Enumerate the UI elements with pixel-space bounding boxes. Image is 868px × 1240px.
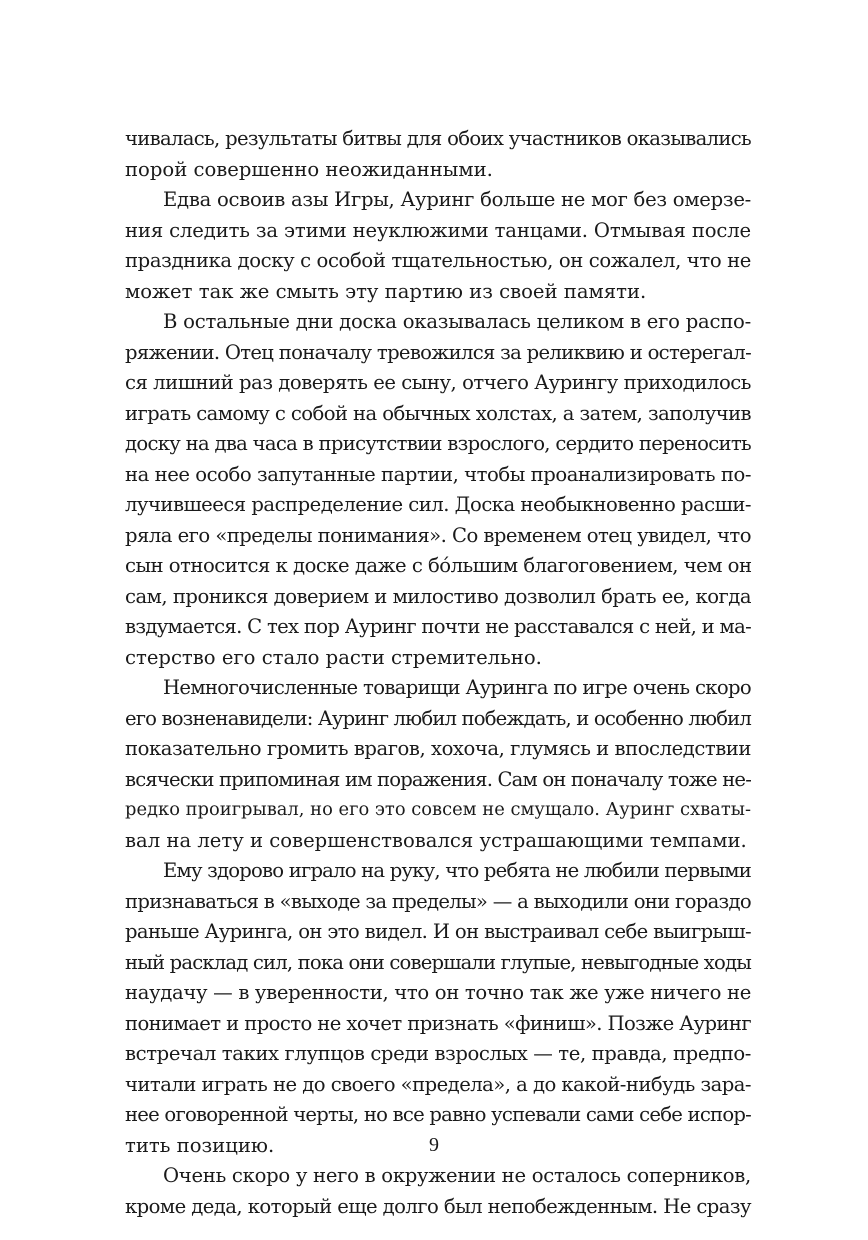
text-line: порой совершенно неожиданными. [125,157,493,181]
text-line: редко проигрывал, но его это совсем не смущало. Ауринг схваты- [125,799,751,820]
text-line: на нее особо запутанные партии, чтобы проанализировать по- [125,462,751,486]
text-line: доску на два часа в присутствии взрослого, сердито переносить [125,432,751,455]
text-line: Немногочисленные товарищи Ауринга по игре очень скоро [163,676,751,699]
text-line: ряжении. Отец поначалу тревожился за реликвию и остерегал- [125,340,751,364]
text-line: ния следить за этими неуклюжими танцами. Отмывая после [125,218,751,242]
text-line: читали играть не до своего «предела», а до какой-нибудь зара- [125,1072,751,1096]
body-text [125,124,751,1222]
text-line: признаваться в «выходе за пределы» — а выходили они гораздо [125,889,751,913]
text-line: встречал таких глупцов среди взрослых — те, правда, предпо- [125,1042,751,1065]
text-line: может так же смыть эту партию из своей памяти. [125,279,647,303]
text-line: вздумается. С тех пор Ауринг почти не расставался с ней, и ма- [125,615,751,638]
text-line: понимает и просто не хочет признать «финиш». Позже Ауринг [125,1011,751,1035]
text-line: Ему здорово играло на руку, что ребята не любили первыми [163,859,751,882]
text-line: вал на лету и совершенствовался устрашающими темпами. [125,828,747,852]
text-line: Очень скоро у него в окружении не осталось соперников, [163,1164,751,1187]
text-line: сын относится к доске даже с бо́льшим благоговением, чем он [125,554,752,577]
text-line: раньше Ауринга, он это видел. И он выстраивал себе выигрыш- [125,920,751,943]
text-line: ный расклад сил, пока они совершали глупые, невыгодные ходы [125,950,751,974]
text-line: кроме деда, который еще долго был непобежденным. Не сразу [125,1194,751,1218]
text-line: показательно громить врагов, хохоча, глумясь и впоследствии [125,737,751,760]
text-line: всячески припоминая им поражения. Сам он поначалу тоже не- [125,767,751,791]
text-line: играть самому с собой на обычных холстах, а затем, заполучив [125,401,751,425]
text-line: наудачу — в уверенности, что он точно так же уже ничего не [125,981,751,1004]
text-line: его возненавидели: Ауринг любил побеждать, и особенно любил [125,706,751,730]
text-line: нее оговоренной черты, но все равно успевали сами себе испор- [125,1103,751,1126]
text-line: праздника доску с особой тщательностью, он сожалел, что не [125,249,751,272]
page-number: 9 [429,1134,439,1156]
text-line: В остальные дни доска оказывалась целиком в его распо- [163,310,751,333]
text-line: ся лишний раз доверять ее сыну, отчего Аурингу приходилось [125,371,751,394]
text-line: стерство его стало расти стремительно. [125,645,542,669]
text-line: ряла его «пределы понимания». Со временем отец увидел, что [125,523,751,547]
text-line: чивалась, результаты битвы для обоих участников оказывались [125,127,751,150]
text-line: сам, проникся доверием и милостиво дозволил брать ее, когда [125,584,751,608]
text-line: Едва освоив азы Игры, Ауринг больше не мог без омерзе- [163,188,751,211]
text-line: тить позицию. [125,1133,275,1157]
text-line: лучившееся распределение сил. Доска необыкновенно расши- [125,493,751,516]
